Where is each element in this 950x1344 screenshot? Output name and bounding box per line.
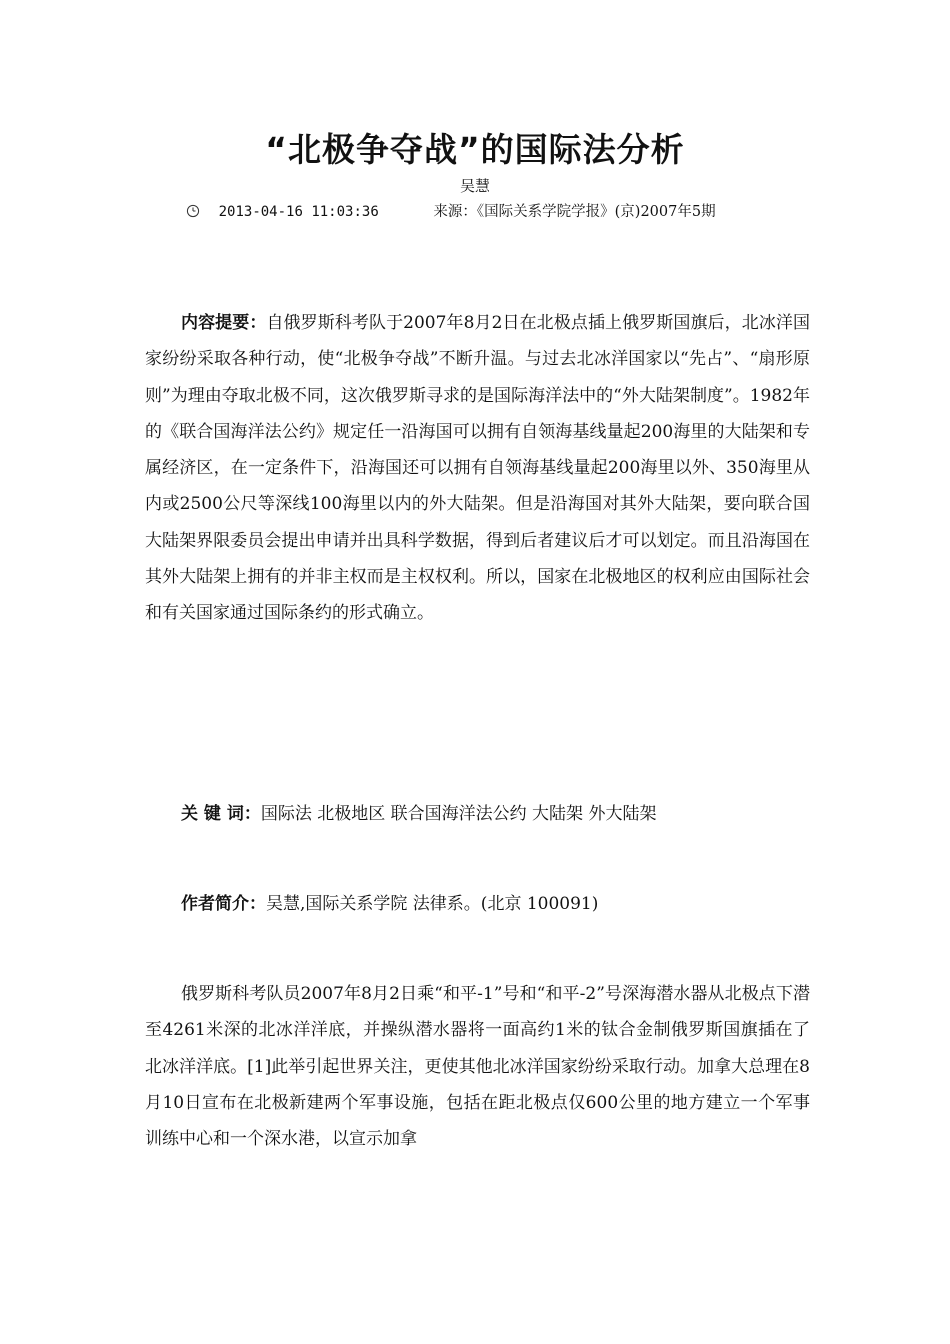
article-title: “北极争夺战”的国际法分析 [265, 130, 685, 169]
keywords-paragraph [145, 796, 810, 832]
publish-timestamp: 2013-04-16 11:03:36 [218, 204, 379, 220]
body-paragraph: 俄罗斯科考队员2007年8月2日乘“和平-1”号和“和平-2”号深海潜水器从北极点下潜至4261米深的北冰洋洋底，并操纵潜水器将一面高约1米的钛合金制俄罗斯国旗插在了北冰洋洋底。[1]此举引起世界关注，更使其他北冰洋国家纷纷采取行动。加拿大总理在8月10日宣布在北极新建两个军事设施，包括在距北极点仅600公里的地方建立一个军事训练中心和一个深水港，以宣示加拿 [145, 984, 810, 1150]
author-info-text: 吴慧,国际关系学院 法律系。(北京 100091) [266, 894, 599, 914]
article-author: 吴慧 [459, 177, 490, 195]
article-meta [186, 202, 826, 222]
keywords-text: 国际法 北极地区 联合国海洋法公约 大陆架 外大陆架 [260, 804, 657, 824]
abstract-label: 内容提要： [181, 313, 267, 333]
abstract-paragraph [145, 305, 810, 632]
keywords-label: 关 键 词： [181, 804, 261, 824]
abstract-text: 自俄罗斯科考队于2007年8月2日在北极点插上俄罗斯国旗后，北冰洋国家纷纷采取各种行动，使“北极争夺战”不断升温。与过去北冰洋国家以“先占”、“扇形原则”为理由夺取北极不同，这次俄罗斯寻求的是国际海洋法中的“外大陆架制度”。1982年的《联合国海洋法公约》规定任一沿海国可以拥有自领海基线量起200海里的大陆架和专属经济区，在一定条件下，沿海国还可以拥有自领海基线量起200海里以外、350海里从内或2500公尺等深线100海里以内的外大陆架。但是沿海国对其外大陆架，要向联合国大陆架界限委员会提出申请并出具科学数据，得到后者建议后才可以划定。而且沿海国在其外大陆架上拥有的并非主权而是主权权利。所以，国家在北极地区的权利应由国际社会和有关国家通过国际条约的形式确立。 [145, 313, 810, 624]
article-source: 来源：《国际关系学院学报》(京)2007年5期 [433, 204, 716, 220]
clock-icon [186, 204, 200, 218]
author-info-label: 作者简介： [181, 894, 266, 914]
author-info-paragraph [145, 886, 810, 922]
